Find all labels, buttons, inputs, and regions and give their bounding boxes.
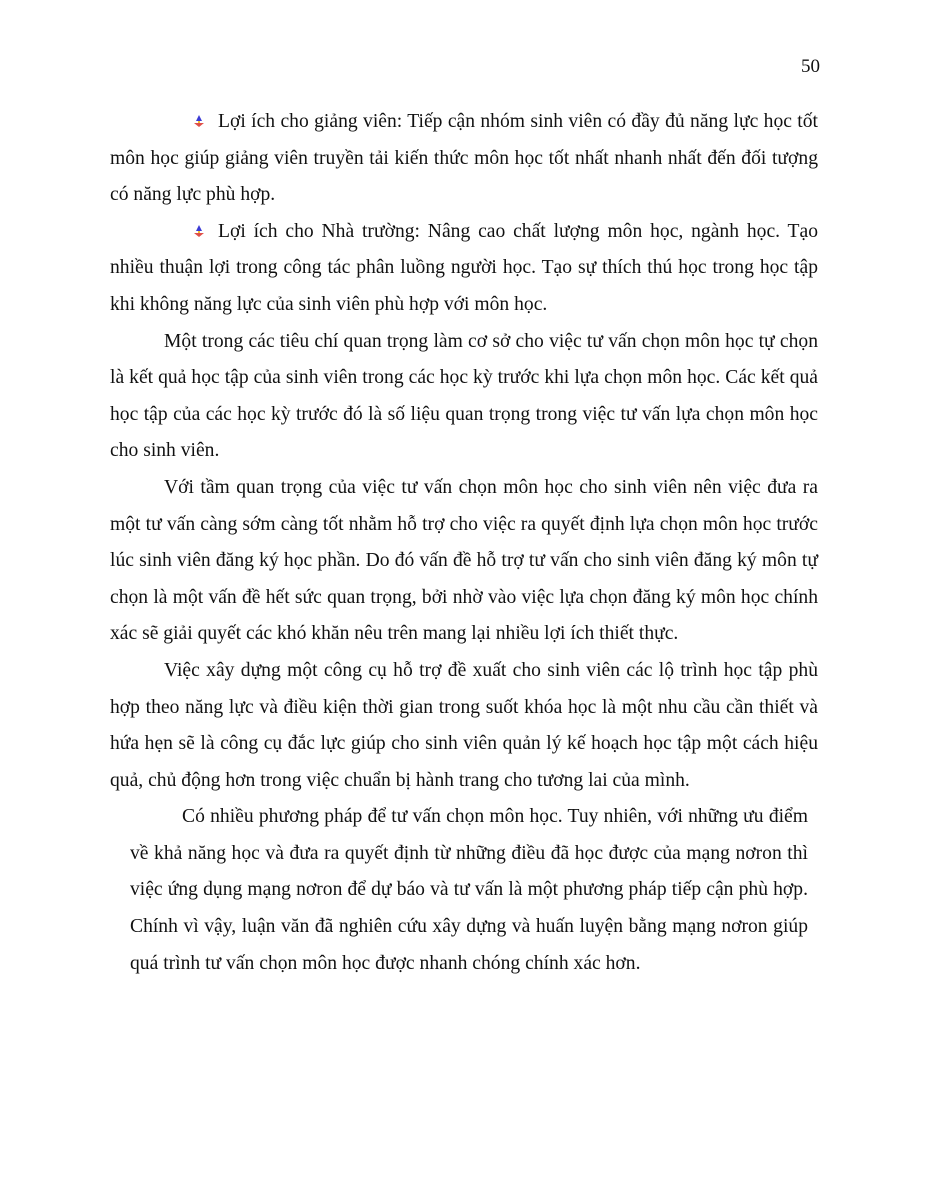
paragraph-importance: Với tầm quan trọng của việc tư vấn chọn môn học cho sinh viên nên việc đưa ra một tư vấn càng sớm càng tốt nhằm hỗ trợ cho việc ra quyết định lựa chọn môn học trước lúc sinh viên đăng ký học phần. Do đó vấn đề hỗ trợ tư vấn cho sinh viên đăng ký môn tự chọn là một vấn đề hết sức quan trọng, bởi nhờ vào việc lựa chọn đăng ký môn học chính xác sẽ giải quyết các khó khăn nêu trên mang lại nhiều lợi ích thiết thực. <box>110 476 818 645</box>
page-number: 50 <box>801 56 820 77</box>
bullet-item-school-benefit <box>110 214 818 324</box>
bullet-text: Lợi ích cho Nhà trường: Nâng cao chất lượng môn học, ngành học. Tạo nhiều thuận lợi trong công tác phân luồng người học. Tạo sự thích thú học trong học tập khi không năng lực của sinh viên phù hợp với môn học. <box>110 220 818 315</box>
bullet-item-lecturer-benefit <box>110 104 818 214</box>
arrow-bullet-icon <box>192 104 218 141</box>
arrow-bullet-icon <box>192 214 218 251</box>
paragraph-tool: Việc xây dựng một công cụ hỗ trợ đề xuất cho sinh viên các lộ trình học tập phù hợp theo năng lực và điều kiện thời gian trong suốt khóa học là một nhu cầu cần thiết và hứa hẹn sẽ là công cụ đắc lực giúp cho sinh viên quản lý kế hoạch học tập một cách hiệu quả, chủ động hơn trong việc chuẩn bị hành trang cho tương lai của mình. <box>110 659 818 791</box>
bullet-text: Lợi ích cho giảng viên: Tiếp cận nhóm sinh viên có đầy đủ năng lực học tốt môn học giúp giảng viên truyền tải kiến thức môn học tốt nhất nhanh nhất đến đối tượng có năng lực phù hợp. <box>110 111 818 206</box>
document-body <box>110 104 818 982</box>
paragraph-criteria: Một trong các tiêu chí quan trọng làm cơ sở cho việc tư vấn chọn môn học tự chọn là kết quả học tập của sinh viên trong các học kỳ trước khi lựa chọn môn học. Các kết quả học tập của các học kỳ trước đó là số liệu quan trọng trong việc tư vấn lựa chọn môn học cho sinh viên. <box>110 330 818 462</box>
paragraph-neural-network: Có nhiều phương pháp để tư vấn chọn môn học. Tuy nhiên, với những ưu điểm về khả năng học và đưa ra quyết định từ những điều đã học được của mạng nơron thì việc ứng dụng mạng nơron để dự báo và tư vấn là một phương pháp tiếp cận phù hợp. Chính vì vậy, luận văn đã nghiên cứu xây dựng và huấn luyện bằng mạng nơron giúp quá trình tư vấn chọn môn học được nhanh chóng chính xác hơn. <box>130 806 808 974</box>
